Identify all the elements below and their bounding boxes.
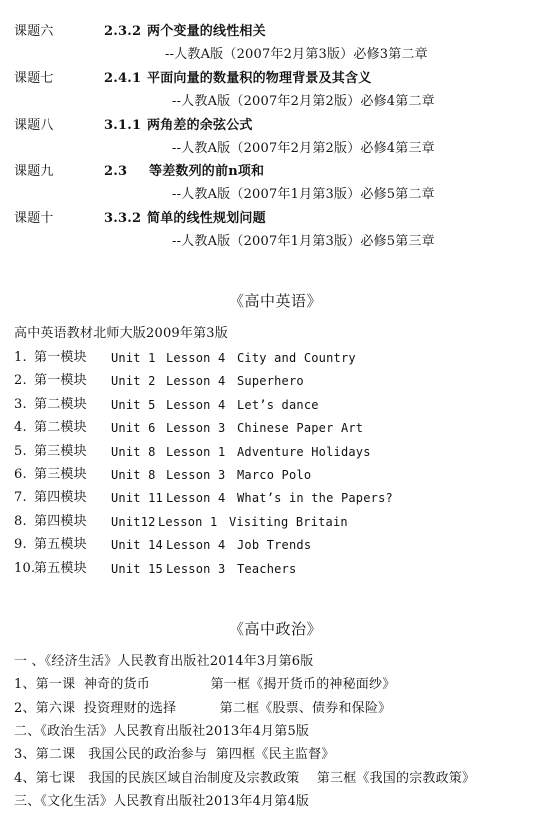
english-row-title: Let’s dance — [237, 398, 319, 412]
topic-title: 等差数列的前n项和 — [149, 164, 265, 179]
english-row-module: 第三模块 — [34, 444, 87, 459]
english-row-num: 1. — [14, 350, 27, 365]
english-row-unit: Unit 1 — [111, 351, 156, 365]
english-row-module: 第一模块 — [34, 350, 87, 365]
english-heading: 《高中英语》 — [228, 292, 322, 310]
english-row-unit: Unit 2 — [111, 374, 156, 388]
english-row-module: 第四模块 — [34, 490, 87, 505]
topic-code: 3.3.2 — [104, 211, 142, 226]
topic-label: 课题九 — [14, 164, 54, 179]
english-row-title: Job Trends — [237, 538, 312, 552]
english-textbook: 高中英语教材北师大版2009年第3版 — [14, 326, 228, 341]
politics-line: 三、《文化生活》人民教育出版社2013年4月第4版 — [14, 794, 310, 809]
topic-title: 两个变量的线性相关 — [147, 24, 266, 39]
english-row-title: Chinese Paper Art — [237, 421, 364, 435]
english-row-module: 第四模块 — [34, 514, 87, 529]
english-row-unit: Unit 15 — [111, 562, 163, 576]
english-row-num: 3. — [14, 397, 27, 412]
english-row-num: 5. — [14, 444, 27, 459]
english-row-title: Adventure Holidays — [237, 445, 371, 459]
english-row-title: What’s in the Papers? — [237, 491, 393, 505]
english-row-title: City and Country — [237, 351, 356, 365]
english-row-num: 2. — [14, 373, 27, 388]
politics-line: 一 、《经济生活》人民教育出版社2014年3月第6版 — [14, 654, 314, 669]
english-row-lesson: Lesson 4 — [166, 374, 226, 388]
english-row-num: 6. — [14, 467, 27, 482]
topic-code: 2.3 — [104, 164, 128, 179]
english-row-lesson: Lesson 3 — [166, 468, 226, 482]
topic-title: 平面向量的数量积的物理背景及其含义 — [147, 71, 372, 86]
topic-label: 课题七 — [14, 71, 54, 86]
politics-line: 2、第六课 投资理财的选择 第二框《股票、债券和保险》 — [14, 701, 392, 716]
topic-source: --人教A版（2007年1月第3版）必修5第二章 — [172, 187, 435, 202]
english-row-lesson: Lesson 4 — [166, 538, 226, 552]
topic-title: 简单的线性规划问题 — [147, 211, 266, 226]
politics-heading: 《高中政治》 — [228, 620, 322, 638]
topic-source: --人教A版（2007年2月第2版）必修4第二章 — [172, 94, 435, 109]
english-row-lesson: Lesson 4 — [166, 491, 226, 505]
politics-line: 3、第二课 我国公民的政治参与 第四框《民主监督》 — [14, 747, 335, 762]
topic-label: 课题六 — [14, 24, 54, 39]
english-row-lesson: Lesson 4 — [166, 351, 226, 365]
topic-source: --人教A版（2007年1月第3版）必修5第三章 — [172, 234, 435, 249]
english-row-title: Teachers — [237, 562, 297, 576]
english-row-unit: Unit 5 — [111, 398, 156, 412]
politics-line: 二、《政治生活》人民教育出版社2013年4月第5版 — [14, 724, 310, 739]
topic-code: 3.1.1 — [104, 118, 142, 133]
politics-line: 1、第一课 神奇的货币 第一框《揭开货币的神秘面纱》 — [14, 677, 396, 692]
english-row-lesson: Lesson 3 — [166, 562, 226, 576]
english-row-module: 第三模块 — [34, 467, 87, 482]
english-row-unit: Unit 11 — [111, 491, 163, 505]
topic-source: --人教A版（2007年2月第3版）必修3第二章 — [165, 47, 428, 62]
topic-code: 2.4.1 — [104, 71, 142, 86]
topic-label: 课题八 — [14, 118, 54, 133]
english-row-unit: Unit 8 — [111, 445, 156, 459]
english-row-num: 9. — [14, 537, 27, 552]
english-row-lesson: Lesson 1 — [166, 445, 226, 459]
topic-source: --人教A版（2007年2月第2版）必修4第三章 — [172, 141, 435, 156]
english-row-module: 第二模块 — [34, 397, 87, 412]
topic-code: 2.3.2 — [104, 24, 142, 39]
english-row-lesson: Lesson 4 — [166, 398, 226, 412]
english-row-unit: Unit 14 — [111, 538, 163, 552]
english-row-num: 4. — [14, 420, 27, 435]
politics-line: 4、第七课 我国的民族区域自治制度及宗教政策 第三框《我国的宗教政策》 — [14, 771, 476, 786]
english-row-unit: Unit 8 — [111, 468, 156, 482]
english-row-title: Superhero — [237, 374, 304, 388]
english-row-title: Marco Polo — [237, 468, 312, 482]
english-row-lesson: Lesson 3 — [166, 421, 226, 435]
english-row-module: 第二模块 — [34, 420, 87, 435]
topic-label: 课题十 — [14, 211, 54, 226]
topic-title: 两角差的余弦公式 — [147, 118, 253, 133]
english-row-module: 第五模块 — [34, 561, 87, 576]
english-row-module: 第五模块 — [34, 537, 87, 552]
english-row-title: Visiting Britain — [229, 515, 348, 529]
english-row-num: 7. — [14, 490, 27, 505]
english-row-num: 10. — [14, 561, 36, 576]
english-row-module: 第一模块 — [34, 373, 87, 388]
english-row-unit: Unit12 — [111, 515, 156, 529]
english-row-num: 8. — [14, 514, 27, 529]
english-row-unit: Unit 6 — [111, 421, 156, 435]
english-row-lesson: Lesson 1 — [158, 515, 218, 529]
